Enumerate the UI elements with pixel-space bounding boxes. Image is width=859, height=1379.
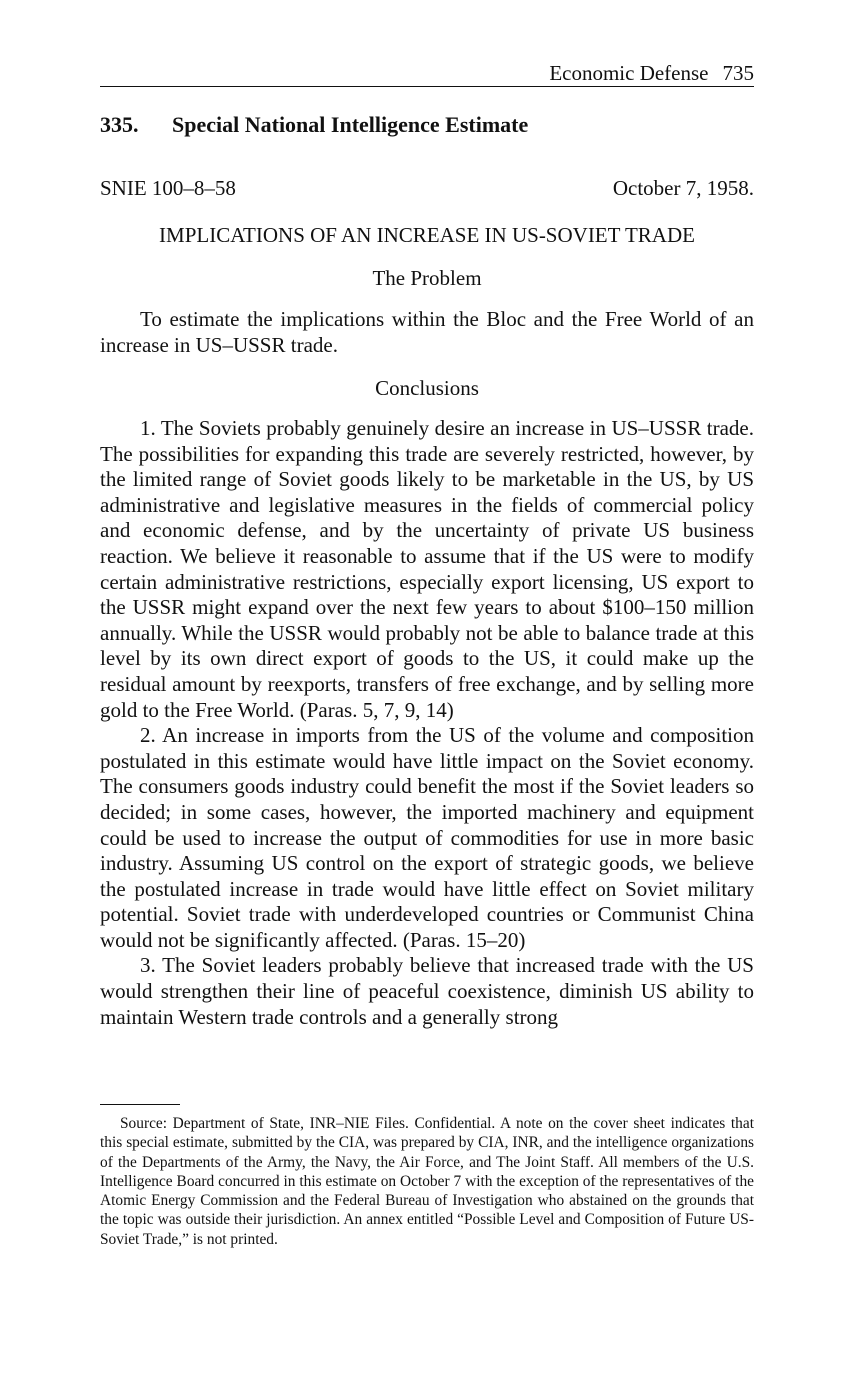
running-header [100, 60, 754, 87]
document-heading-text: Special National Intelligence Estimate [172, 112, 529, 137]
footnote-divider [100, 1104, 180, 1105]
source-footnote: Source: Department of State, INR–NIE Files. Confidential. A note on the cover sheet indicates that this special estimate, submitted by the CIA, was prepared by CIA, INR, and the intelligence organizations of the Departments of the Army, the Navy, the Air Force, and The Joint Staff. All members of the U.S. Intelligence Board concurred in this estimate on October 7 with the exception of the representatives of the Atomic Energy Commission and the Federal Bureau of Investigation who abstained on the grounds that the topic was outside their jurisdiction. An annex entitled “Possible Level and Composition of Future US-Soviet Trade,” is not printed. [100, 1115, 754, 1248]
conclusions-heading: Conclusions [375, 376, 479, 400]
estimate-id: SNIE 100–8–58 [100, 176, 236, 200]
estimate-date: October 7, 1958. [612, 176, 754, 200]
document-title: IMPLICATIONS OF AN INCREASE IN US-SOVIET TRADE [159, 223, 695, 247]
conclusion-paragraph: 1. The Soviets probably genuinely desire an increase in US–USSR trade. The possibilities for expanding this trade are severely restricted, however, by the limited range of Soviet goods likely to be marketable in the US, by US administrative and legislative measures in the fields of commercial policy and economic defense, and by the uncertainty of private US business reaction. We believe it reasonable to assume that if the US were to modify certain administrative restrictions, especially export licensing, US export to the USSR might expand over the next few years to about $100–150 million annually. While the USSR would probably not be able to balance trade at this level by its own direct export of goods to the US, it could make up the residual amount by reexports, transfers of free exchange, and by selling more gold to the Free World. (Paras. 5, 7, 9, 14) [100, 416, 754, 722]
estimate-meta-row [100, 176, 754, 201]
conclusions-body [100, 416, 754, 1030]
page-number: 735 [722, 61, 754, 85]
running-title: Economic Defense [549, 61, 709, 85]
problem-text: To estimate the implications within the Bloc and the Free World of an increase in US–USSR trade. [100, 307, 754, 357]
conclusion-paragraph: 3. The Soviet leaders probably believe that increased trade with the US would strengthen their line of peaceful coexistence, diminish US ability to maintain Western trade controls and a generally strong [100, 953, 754, 1029]
problem-heading: The Problem [372, 266, 482, 290]
conclusion-paragraph: 2. An increase in imports from the US of the volume and composition postulated in this estimate would have little impact on the Soviet economy. The consumers goods industry could benefit the most if the Soviet leaders so decided; in some cases, however, the imported machinery and equipment could be used to increase the output of commodities for use in more basic industry. Assuming US control on the export of strategic goods, we believe the postulated increase in trade would have little effect on Soviet military potential. Soviet trade with underdeveloped countries or Communist China would not be significantly affected. (Paras. 15–20) [100, 723, 754, 952]
document-heading [100, 112, 528, 138]
document-number: 335. [100, 112, 139, 137]
